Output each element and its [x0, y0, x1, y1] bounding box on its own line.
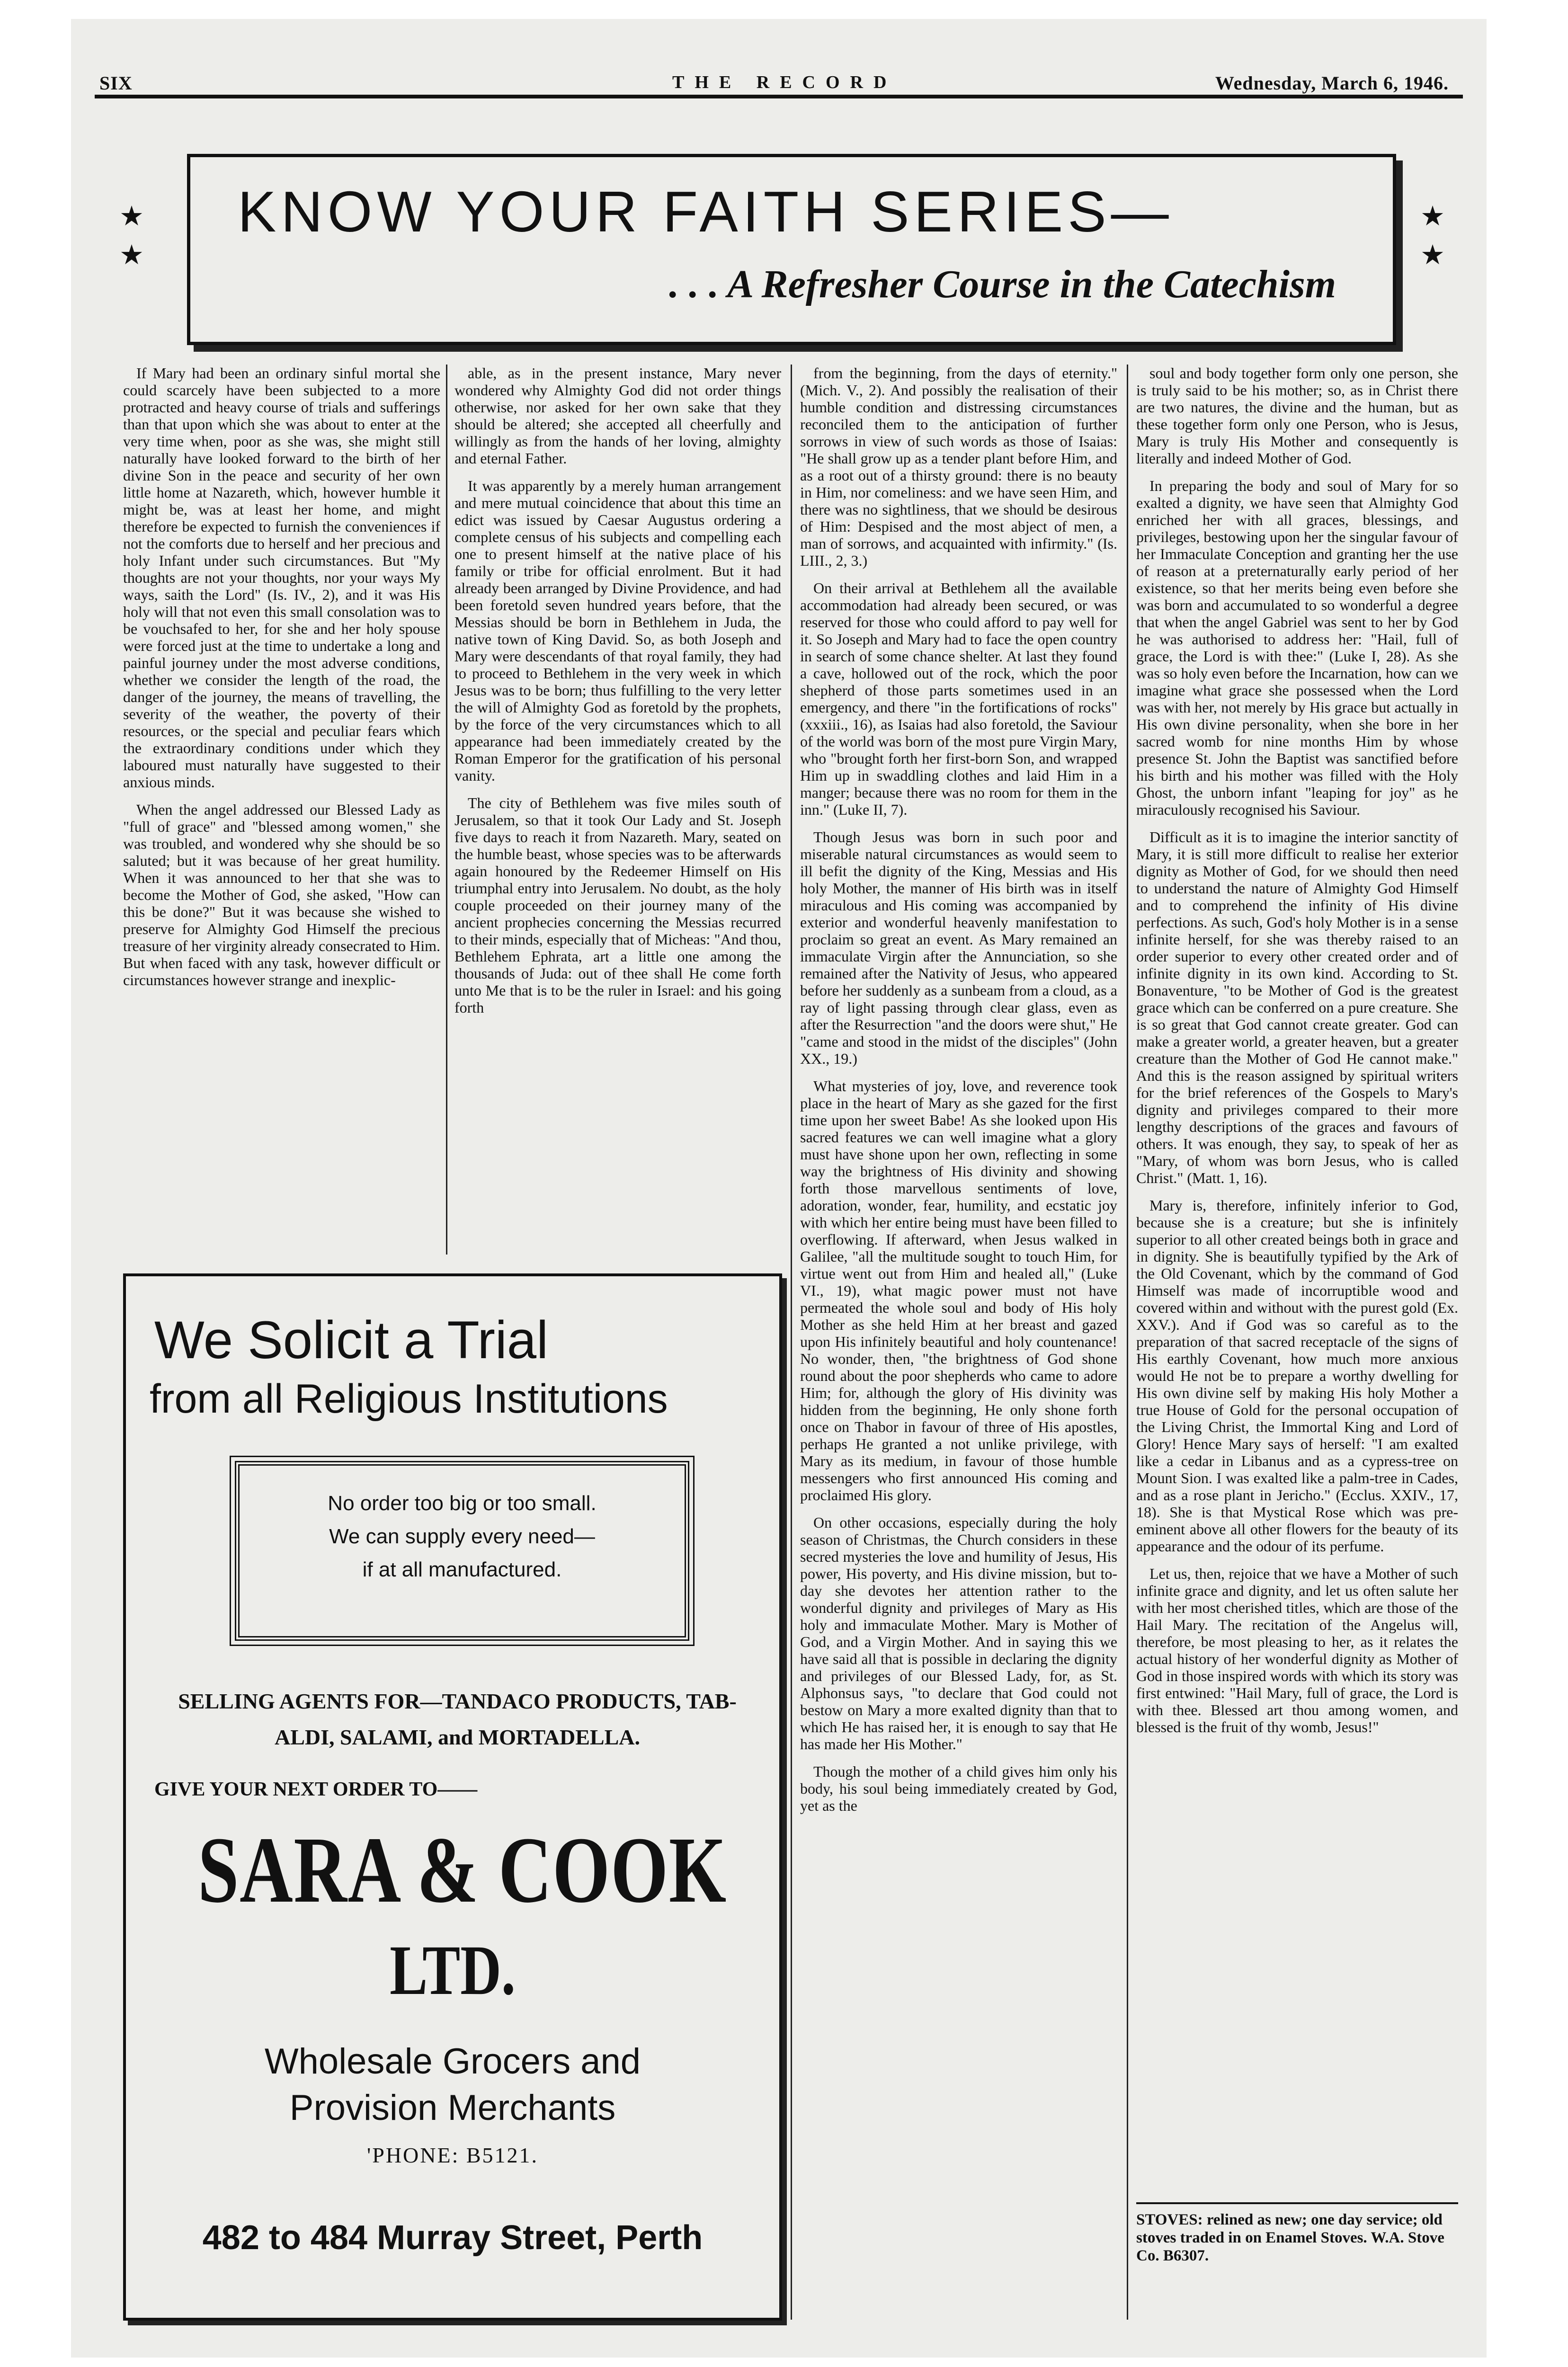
- ad-trade-line: Provision Merchants: [289, 2088, 616, 2128]
- series-banner: [187, 154, 1396, 345]
- page-content: [95, 19, 1463, 2339]
- ad-address: 482 to 484 Murray Street, Perth: [202, 2219, 703, 2257]
- sara-cook-advertisement: [123, 1273, 782, 2321]
- star-icon: ★: [1420, 240, 1445, 270]
- star-icon: ★: [1420, 201, 1445, 231]
- stoves-classified: STOVES: relined as new; one day service; old stoves traded in on Enamel Stoves. W.A. Stove Co. B6307.: [1136, 2211, 1444, 2264]
- paragraph: It was apparently by a merely human arrangement and mere mutual coincidence that about this time an edict was issued by Caesar Augustus ordering a complete census of his subjects and compelling each one to present himself at the native place of his family or tribe for official enrolment. But it had already been arranged by Divine Providence, and had been foretold seven hundred years before, that the Messias should be born in Bethlehem in Juda, the native town of King David. So, as both Joseph and Mary were descendants of that royal family, they had to proceed to Bethlehem in the very week in which Jesus was to be born; thus fulfilling to the very letter the will of Almighty God as foretold by the prophets, by the force of the very circumstances which to all appearance had been immediately created by the Roman Emperor for the gratification of his personal vanity.: [454, 477, 781, 784]
- ad-give-order: GIVE YOUR NEXT ORDER TO——: [154, 1779, 478, 1800]
- masthead: THE RECORD: [672, 72, 897, 92]
- paragraph: On their arrival at Bethlehem all the available accommodation had already been secured, or was reserved for those who could afford to pay well for it. So Joseph and Mary had to face the open country in search of some chance shelter. At last they found a cave, hollowed out of the rock, which the poor shepherd of those parts sometimes used in an emergency, and there "in the fortifications of rocks" (xxxiii., 16), as Isaias had also foretold, the Saviour of the world was born of the most pure Virgin Mary, who "brought forth her first-born Son, and wrapped Him up in swaddling clothes and laid Him in a manger; because there was no room for them in the inn." (Luke II, 7).: [800, 579, 1117, 818]
- banner-title: KNOW YOUR FAITH SERIES—: [238, 179, 1174, 244]
- ad-trade-line: Wholesale Grocers and: [264, 2041, 641, 2082]
- newspaper-page: [71, 19, 1487, 2358]
- ad-phone: 'PHONE: B5121.: [366, 2143, 539, 2167]
- star-icon: ★: [119, 201, 144, 231]
- article-column-1: [123, 365, 440, 1255]
- article-column-3: [800, 365, 1117, 2320]
- ad-selling-agents: [154, 1683, 760, 1755]
- ad-subheadline: from all Religious Institutions: [150, 1376, 668, 1422]
- column-rule: [791, 365, 792, 2320]
- ad-order-box: [235, 1461, 689, 1641]
- issue-date: Wednesday, March 6, 1946.: [1215, 72, 1449, 94]
- paragraph: What mysteries of joy, love, and reverence took place in the heart of Mary as she gazed for the first time upon her sweet Babe! As she looked upon His sacred features we can well imagine what a glory must have shone upon her own, reflecting in some way the brightness of His divinity and showing forth those marvellous sentiments of love, adoration, wonder, fear, humility, and ecstatic joy with which her entire being must have been filled to overflowing. If afterward, when Jesus walked in Galilee, "all the multitude sought to touch Him, for virtue went out from Him and healed all," (Luke VI., 19), what magic power must not have permeated the whole soul and body of His holy Mother as she held Him at her breast and gazed upon His infinitely beautiful and holy countenance! No wonder, then, "the brightness of God shone round about the poor shepherds who came to adore Him; for, although the glory of His divinity was hidden from the beginning, He only shone forth once on Thabor in favour of three of His apostles, perhaps He granted a not unlike privilege, with Mary as its medium, in favour of those humble messengers who first announced His coming and proclaimed His glory.: [800, 1077, 1117, 1504]
- classified-rule: [1136, 2202, 1458, 2204]
- page-number: SIX: [99, 72, 133, 94]
- paragraph: soul and body together form only one person, she is truly said to be his mother; so, as in Christ there are two natures, the divine and the human, but as these together form only one Person, who is Jesus, Mary is truly His Mother and consequently is literally and indeed Mother of God.: [1136, 365, 1458, 467]
- paragraph: Let us, then, rejoice that we have a Mother of such infinite grace and dignity, and let us often salute her with her most cherished titles, which are those of the Hail Mary. The recitation of the Angelus will, therefore, be most pleasing to her, as it relates the actual history of her wonderful dignity as Mother of God in those inspired words with which its story was first entwined: "Hail Mary, full of grace, the Lord is with thee. Blessed art thou among women, and blessed is the fruit of thy womb, Jesus!": [1136, 1565, 1458, 1735]
- paragraph: able, as in the present instance, Mary never wondered why Almighty God did not order things otherwise, nor asked for her own sake that they should be altered; she accepted all cheerfully and willingly as from the hands of her loving, almighty and eternal Father.: [454, 365, 781, 467]
- ad-trade-description: [126, 2038, 779, 2131]
- ad-agents-line: ALDI, SALAMI, and MORTADELLA.: [275, 1725, 640, 1749]
- star-icon: ★: [119, 240, 144, 270]
- column-rule: [446, 365, 447, 1255]
- ad-box-line: No order too big or too small.: [328, 1492, 597, 1515]
- header-rule: [95, 95, 1463, 98]
- paragraph: Difficult as it is to imagine the interior sanctity of Mary, it is still more difficult to realise her exterior dignity as Mother of God, for we should then need to understand the nature of Almighty God Himself and to comprehend the infinity of His divine perfections. As such, God's holy Mother is in a sense infinite herself, for she was thereby raised to an order superior to every other created order and of infinite dignity in its own kind. According to St. Bonaventure, "to be Mother of God is the greatest grace which can be conferred on a pure creature. She is so great that God cannot create greater. God can make a greater world, a greater heaven, but a greater creature than the Mother of God He cannot make." And this is the reason assigned by spiritual writers for the brief references of the Gospels to Mary's dignity and privileges compared to their more lengthy descriptions of the graces and favours of others. It was enough, they say, to speak of her as "Mary, of whom was born Jesus, who is called Christ." (Matt. 1, 16).: [1136, 828, 1458, 1186]
- paragraph: In preparing the body and soul of Mary for so exalted a dignity, we have seen that Almighty God enriched her with all graces, blessings, and privileges, bestowing upon her the singular favour of her Immaculate Conception and granting her the use of reason at a preternaturally early period of her existence, so that her merits being even before she was born and accumulated to so wonderful a degree that when the angel Gabriel was sent to her by God he was authorised to address her: "Hail, full of grace, the Lord is with thee:" (Luke I, 28). As she was so holy even before the Incarnation, how can we imagine what grace she possessed when the Lord was with her, not merely by His grace but actually in His own divine personality, when she bore in her sacred womb for nine months Him by whose presence St. John the Baptist was sanctified before his birth and his mother was filled with the Holy Ghost, the unborn infant "leaping for joy" as he miraculously recognised his Saviour.: [1136, 477, 1458, 818]
- paragraph: On other occasions, especially during the holy season of Christmas, the Church considers in these secred mysteries the love and humility of Jesus, His power, His poverty, and His divine mission, but to-day she devotes her attention rather to the wonderful dignity and privileges of Mary as His holy and immaculate Mother. Mary is Mother of God, and a Virgin Mother. And in saying this we have said all that is possible in declaring the dignity and privileges of our Blessed Lady, for, as St. Alphonsus says, "to declare that God could not bestow on Mary a more exalted dignity than that to which He has raised her, it is enough to say that He has made her His Mother.": [800, 1514, 1117, 1753]
- ad-agents-line: SELLING AGENTS FOR—TANDACO PRODUCTS, TAB-: [178, 1689, 737, 1713]
- paragraph: When the angel addressed our Blessed Lady as "full of grace" and "blessed among women," she was troubled, and wondered why she should be so saluted; but it was because of her great humility. When it was announced to her that she was to become the Mother of God, she asked, "How can this be done?" But it was because she wished to preserve for Almighty God Himself the precious treasure of her virginity already consecrated to Him. But when faced with any task, however difficult or circumstances however strange and inexplic-: [123, 801, 440, 988]
- paragraph: Though Jesus was born in such poor and miserable natural circumstances as would seem to ill befit the dignity of the King, Messias and His holy Mother, the manner of His birth was in itself miraculous and His coming was accompanied by exterior and wonderful heavenly manifestation to proclaim so great an event. As Mary remained an immaculate Virgin after the Annunciation, so she remained after the Nativity of Jesus, who appeared before her suddenly as a sunbeam from a cloud, as a ray of light passing through clear glass, even as after the Resurrection "and the doors were shut," He "came and stood in the midst of the disciples" (John XX., 19.): [800, 828, 1117, 1067]
- ad-box-line: We can supply every need—: [329, 1525, 595, 1548]
- paragraph: from the beginning, from the days of eternity." (Mich. V., 2). And possibly the realisation of their humble condition and distressing circumstances reconciled them to the anticipation of further sorrows in view of such words as those of Isaias: "He shall grow up as a tender plant before Him, and as a root out of a thirsty ground: there is no beauty in Him, nor comeliness: and we have seen Him, and there was no sightliness, that we should be desirous of Him: Despised and the most abject of men, a man of sorrows, and acquainted with infirmity." (Is. LIII., 2, 3.): [800, 365, 1117, 569]
- banner-subtitle: . . . A Refresher Course in the Catechism: [669, 262, 1336, 306]
- article-column-2: [454, 365, 781, 1255]
- paragraph: The city of Bethlehem was five miles south of Jerusalem, so that it took Our Lady and St. Joseph five days to reach it from Nazareth. Mary, seated on the humble beast, whose species was to be afterwards again honoured by the Redeemer Himself on His triumphal entry into Jerusalem. No doubt, as the holy couple proceeded on their journey many of the ancient prophecies concerning the Messias recurred to their minds, especially that of Micheas: "And thou, Bethlehem Ephrata, art a little one among the thousands of Juda: out of thee shall He come forth unto Me that is to be the ruler in Israel: and his going forth: [454, 794, 781, 1016]
- ad-box-line: if at all manufactured.: [362, 1558, 562, 1581]
- article-column-4: [1136, 365, 1458, 2206]
- paragraph: If Mary had been an ordinary sinful mortal she could scarcely have been subjected to a more protracted and heavy course of trials and sufferings than that upon which she was about to enter at the very time when, poor as she was, she might still naturally have looked forward to the birth of her divine Son in the peace and security of her own little home at Nazareth, which, however humble it might be, was at least her home, and might therefore be expected to furnish the conveniences if not the comforts due to herself and her precious and holy Infant under such circumstances. But "My thoughts are not your thoughts, nor your ways My ways, saith the Lord" (Is. IV., 2), and it was His holy will that not even this small consolation was to be vouchsafed to her, for she and her holy spouse were forced just at the time to undertake a long and painful journey under the most adverse conditions, whether we consider the length of the road, the danger of the journey, the means of travelling, the severity of the weather, the poverty of their resources, or the special and peculiar fears which the extraordinary conditions under which they laboured must naturally have suggested to their anxious minds.: [123, 365, 440, 791]
- ad-headline: We Solicit a Trial: [154, 1310, 548, 1370]
- ad-brand-name: SARA & COOK: [197, 1818, 727, 1922]
- ad-brand-suffix: LTD.: [390, 1931, 516, 2010]
- column-rule: [1127, 365, 1128, 2320]
- paragraph: Mary is, therefore, infinitely inferior to God, because she is a creature; but she is infinitely superior to all other created beings both in grace and in dignity. She is beautifully typified by the Ark of the Old Covenant, which by the command of God Himself was made of incorruptible wood and covered within and without with the purest gold (Ex. XXV.). And if God was so careful as to the preparation of that sacred receptacle of the signs of His earthly Covenant, how much more anxious would He not be to prepare a worthy dwelling for His own divine self by making His holy Mother a true House of Gold for the personal occupation of the Living Christ, the Immortal King and Lord of Glory! Hence Mary says of herself: "I am exalted like a cedar in Libanus and as a cypress-tree on Mount Sion. I was exalted like a palm-tree in Cades, and as a rose plant in Jericho." (Ecclus. XXIV., 17, 18). She is that Mystical Rose which was pre-eminent above all other flowers for the beauty of its appearance and the odour of its perfume.: [1136, 1197, 1458, 1555]
- paragraph: Though the mother of a child gives him only his body, his soul being immediately created by God, yet as the: [800, 1763, 1117, 1814]
